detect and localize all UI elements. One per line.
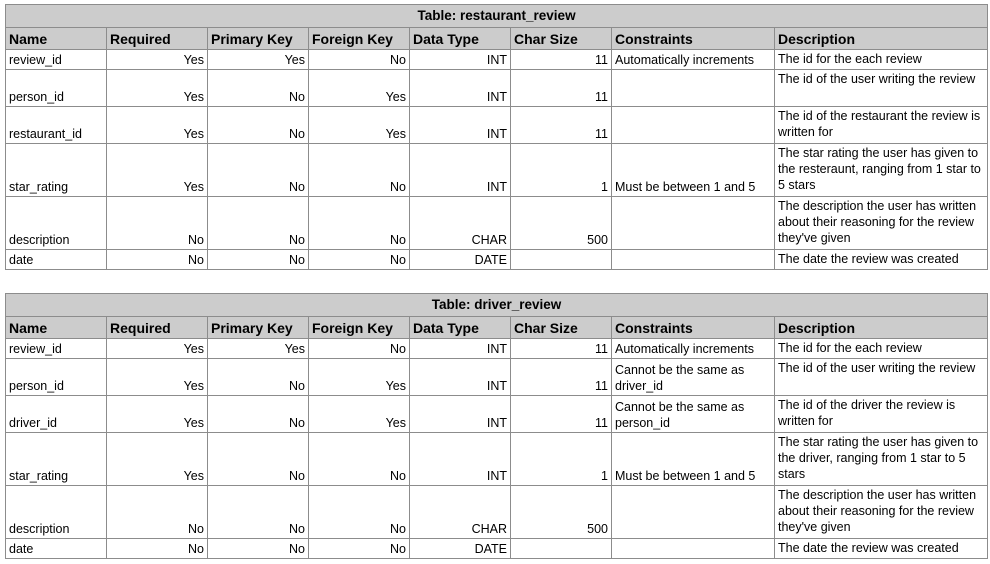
cell-name: restaurant_id <box>6 107 107 144</box>
cell-constraints: Automatically increments <box>612 339 775 359</box>
table-row <box>6 250 988 270</box>
cell-description: The id of the restaurant the review is written for <box>775 107 988 144</box>
table-row <box>6 50 988 70</box>
header-constraints: Constraints <box>612 317 775 339</box>
cell-required: Yes <box>107 396 208 433</box>
cell-char-size: 11 <box>511 396 612 433</box>
cell-description: The date the review was created <box>775 250 988 270</box>
table-title-row <box>6 5 988 28</box>
cell-constraints: Automatically increments <box>612 50 775 70</box>
cell-required: Yes <box>107 50 208 70</box>
cell-char-size: 500 <box>511 197 612 250</box>
cell-char-size: 1 <box>511 433 612 486</box>
header-char-size: Char Size <box>511 317 612 339</box>
cell-primary-key: No <box>208 486 309 539</box>
header-name: Name <box>6 28 107 50</box>
cell-name: description <box>6 197 107 250</box>
cell-primary-key: Yes <box>208 339 309 359</box>
table-row <box>6 144 988 197</box>
cell-constraints <box>612 197 775 250</box>
cell-foreign-key: No <box>309 50 410 70</box>
cell-constraints <box>612 539 775 559</box>
cell-constraints <box>612 250 775 270</box>
cell-description: The id of the user writing the review <box>775 359 988 396</box>
cell-constraints: Must be between 1 and 5 <box>612 433 775 486</box>
cell-char-size: 11 <box>511 359 612 396</box>
cell-name: driver_id <box>6 396 107 433</box>
header-data-type: Data Type <box>410 28 511 50</box>
cell-primary-key: Yes <box>208 50 309 70</box>
cell-data-type: DATE <box>410 539 511 559</box>
cell-data-type: CHAR <box>410 486 511 539</box>
cell-required: No <box>107 486 208 539</box>
cell-description: The id for the each review <box>775 50 988 70</box>
cell-required: Yes <box>107 433 208 486</box>
cell-data-type: DATE <box>410 250 511 270</box>
cell-description: The star rating the user has given to the driver, ranging from 1 star to 5 stars <box>775 433 988 486</box>
cell-foreign-key: No <box>309 339 410 359</box>
cell-data-type: INT <box>410 359 511 396</box>
cell-primary-key: No <box>208 107 309 144</box>
cell-char-size: 11 <box>511 70 612 107</box>
cell-name: description <box>6 486 107 539</box>
cell-primary-key: No <box>208 396 309 433</box>
cell-foreign-key: Yes <box>309 359 410 396</box>
cell-required: No <box>107 539 208 559</box>
header-primary-key: Primary Key <box>208 317 309 339</box>
header-required: Required <box>107 317 208 339</box>
cell-data-type: INT <box>410 144 511 197</box>
cell-foreign-key: Yes <box>309 396 410 433</box>
cell-description: The description the user has written about their reasoning for the review they've given <box>775 486 988 539</box>
cell-char-size <box>511 250 612 270</box>
cell-foreign-key: No <box>309 197 410 250</box>
table-title-row <box>6 294 988 317</box>
header-primary-key: Primary Key <box>208 28 309 50</box>
cell-description: The id of the driver the review is written for <box>775 396 988 433</box>
cell-name: review_id <box>6 339 107 359</box>
cell-required: No <box>107 250 208 270</box>
table-row <box>6 539 988 559</box>
cell-data-type: INT <box>410 107 511 144</box>
table-row <box>6 107 988 144</box>
cell-data-type: INT <box>410 433 511 486</box>
table-row <box>6 359 988 396</box>
cell-constraints <box>612 70 775 107</box>
table-row <box>6 339 988 359</box>
table-title: Table: restaurant_review <box>6 5 988 28</box>
table-row <box>6 396 988 433</box>
cell-foreign-key: No <box>309 433 410 486</box>
cell-required: Yes <box>107 107 208 144</box>
cell-name: star_rating <box>6 144 107 197</box>
table-row <box>6 70 988 107</box>
cell-char-size: 11 <box>511 50 612 70</box>
cell-primary-key: No <box>208 359 309 396</box>
cell-description: The star rating the user has given to the resteraunt, ranging from 1 star to 5 stars <box>775 144 988 197</box>
cell-data-type: INT <box>410 70 511 107</box>
header-foreign-key: Foreign Key <box>309 317 410 339</box>
table-row <box>6 433 988 486</box>
cell-char-size <box>511 539 612 559</box>
cell-char-size: 11 <box>511 107 612 144</box>
header-name: Name <box>6 317 107 339</box>
cell-char-size: 500 <box>511 486 612 539</box>
cell-required: Yes <box>107 144 208 197</box>
table-header-row <box>6 28 988 50</box>
cell-primary-key: No <box>208 144 309 197</box>
cell-char-size: 11 <box>511 339 612 359</box>
cell-name: person_id <box>6 70 107 107</box>
header-description: Description <box>775 317 988 339</box>
cell-description: The id of the user writing the review <box>775 70 988 107</box>
cell-data-type: CHAR <box>410 197 511 250</box>
cell-primary-key: No <box>208 433 309 486</box>
header-char-size: Char Size <box>511 28 612 50</box>
header-constraints: Constraints <box>612 28 775 50</box>
cell-name: date <box>6 539 107 559</box>
cell-description: The description the user has written about their reasoning for the review they've given <box>775 197 988 250</box>
cell-name: date <box>6 250 107 270</box>
cell-description: The id for the each review <box>775 339 988 359</box>
cell-primary-key: No <box>208 539 309 559</box>
cell-foreign-key: No <box>309 250 410 270</box>
cell-name: star_rating <box>6 433 107 486</box>
cell-data-type: INT <box>410 50 511 70</box>
cell-required: Yes <box>107 359 208 396</box>
header-required: Required <box>107 28 208 50</box>
cell-foreign-key: Yes <box>309 70 410 107</box>
header-foreign-key: Foreign Key <box>309 28 410 50</box>
table-row <box>6 486 988 539</box>
cell-required: No <box>107 197 208 250</box>
cell-constraints: Must be between 1 and 5 <box>612 144 775 197</box>
cell-constraints: Cannot be the same as person_id <box>612 396 775 433</box>
header-data-type: Data Type <box>410 317 511 339</box>
table-row <box>6 197 988 250</box>
cell-foreign-key: No <box>309 144 410 197</box>
cell-foreign-key: Yes <box>309 107 410 144</box>
cell-constraints <box>612 486 775 539</box>
cell-primary-key: No <box>208 70 309 107</box>
table-header-row <box>6 317 988 339</box>
cell-char-size: 1 <box>511 144 612 197</box>
cell-constraints: Cannot be the same as driver_id <box>612 359 775 396</box>
cell-foreign-key: No <box>309 486 410 539</box>
cell-required: Yes <box>107 70 208 107</box>
cell-data-type: INT <box>410 339 511 359</box>
table-title: Table: driver_review <box>6 294 988 317</box>
cell-description: The date the review was created <box>775 539 988 559</box>
cell-constraints <box>612 107 775 144</box>
cell-primary-key: No <box>208 250 309 270</box>
cell-name: review_id <box>6 50 107 70</box>
cell-data-type: INT <box>410 396 511 433</box>
cell-name: person_id <box>6 359 107 396</box>
cell-foreign-key: No <box>309 539 410 559</box>
driver-review-table <box>5 293 988 559</box>
restaurant-review-table <box>5 4 988 270</box>
cell-primary-key: No <box>208 197 309 250</box>
header-description: Description <box>775 28 988 50</box>
cell-required: Yes <box>107 339 208 359</box>
